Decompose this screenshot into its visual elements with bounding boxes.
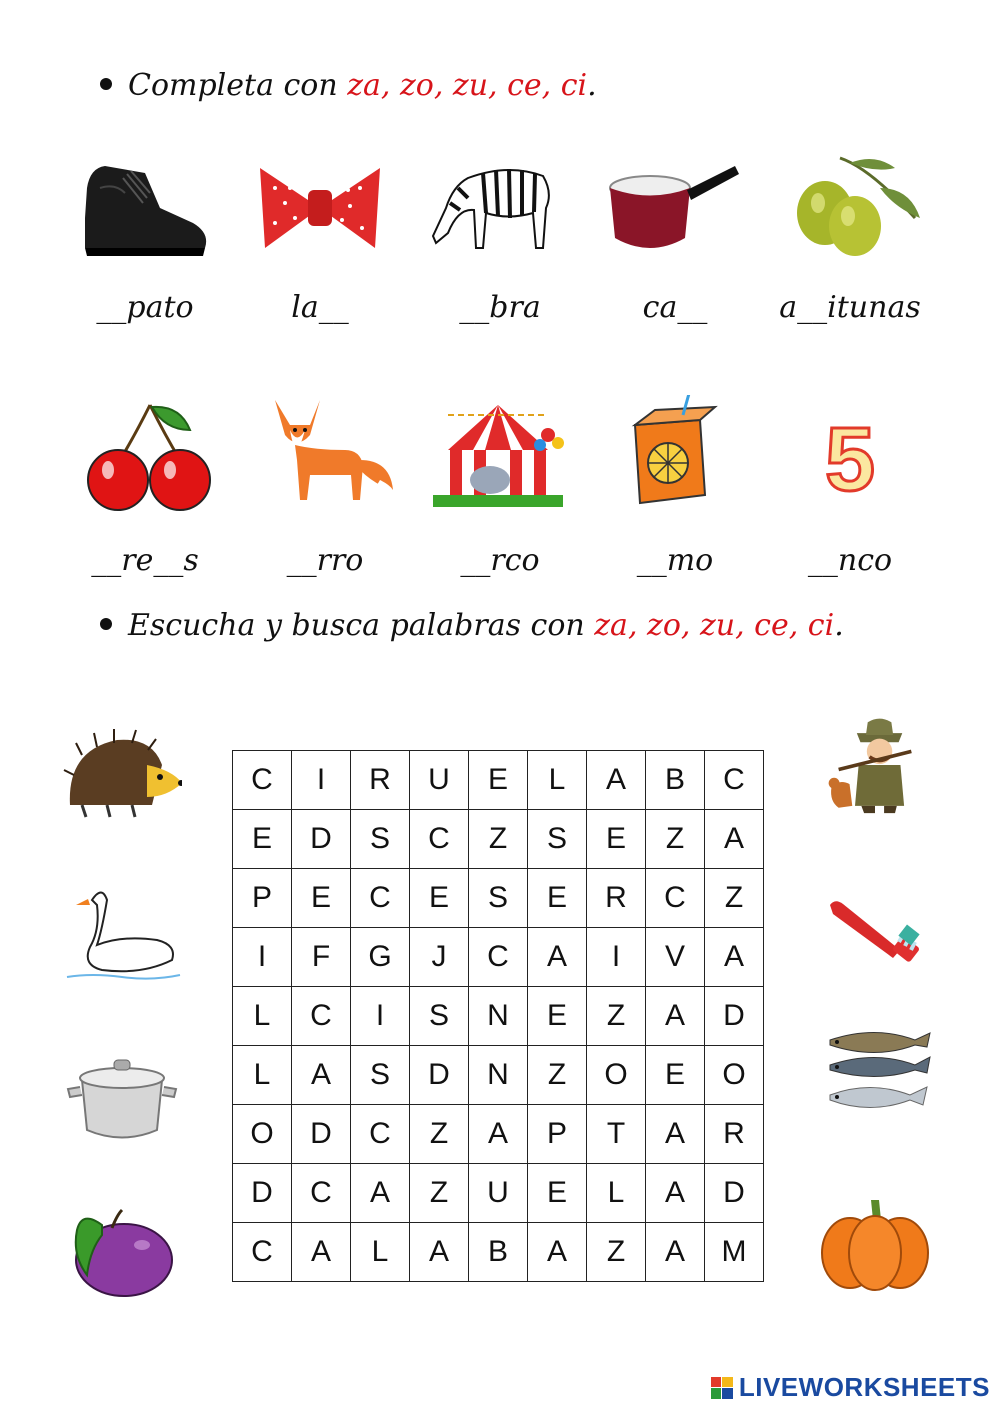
grid-cell[interactable]: L xyxy=(587,1164,646,1223)
grid-row xyxy=(233,869,764,928)
grid-cell[interactable]: O xyxy=(233,1105,292,1164)
grid-cell[interactable]: C xyxy=(351,1105,410,1164)
grid-cell[interactable]: A xyxy=(587,751,646,810)
grid-row xyxy=(233,987,764,1046)
grid-cell[interactable]: D xyxy=(292,1105,351,1164)
grid-cell[interactable]: Z xyxy=(410,1164,469,1223)
grid-cell[interactable]: O xyxy=(705,1046,764,1105)
grid-cell[interactable]: E xyxy=(292,869,351,928)
fill-word-6[interactable]: __re__s xyxy=(91,543,199,578)
grid-cell[interactable]: G xyxy=(351,928,410,987)
grid-cell[interactable]: D xyxy=(705,987,764,1046)
grid-cell[interactable]: B xyxy=(646,751,705,810)
grid-cell[interactable]: D xyxy=(292,810,351,869)
grid-row xyxy=(233,928,764,987)
syllables-highlight: za, zo, zu, ce, ci xyxy=(347,68,588,103)
grid-cell[interactable]: R xyxy=(587,869,646,928)
grid-row xyxy=(233,1105,764,1164)
fill-word-10[interactable]: __nco xyxy=(807,543,893,578)
bullet-icon xyxy=(100,618,112,630)
grid-cell[interactable]: A xyxy=(646,1223,705,1282)
svg-text:5: 5 xyxy=(824,410,876,510)
grid-cell[interactable]: J xyxy=(410,928,469,987)
grid-cell[interactable]: L xyxy=(233,987,292,1046)
grid-cell[interactable]: E xyxy=(528,869,587,928)
grid-cell[interactable]: E xyxy=(587,810,646,869)
grid-cell[interactable]: S xyxy=(528,810,587,869)
fish-icon xyxy=(815,1025,935,1125)
grid-cell[interactable]: A xyxy=(292,1223,351,1282)
grid-cell[interactable]: S xyxy=(469,869,528,928)
grid-row xyxy=(233,1223,764,1282)
grid-cell[interactable]: C xyxy=(705,751,764,810)
pumpkin-icon xyxy=(815,1195,935,1295)
grid-cell[interactable]: R xyxy=(351,751,410,810)
zebra-icon xyxy=(428,148,568,268)
grid-cell[interactable]: C xyxy=(410,810,469,869)
grid-row xyxy=(233,751,764,810)
grid-cell[interactable]: E xyxy=(646,1046,705,1105)
fill-word-7[interactable]: __rro xyxy=(286,543,364,578)
grid-cell[interactable]: E xyxy=(528,987,587,1046)
grid-cell[interactable]: L xyxy=(351,1223,410,1282)
grid-cell[interactable]: T xyxy=(587,1105,646,1164)
brand-text: LIVEWORKSHEETS xyxy=(738,1372,990,1402)
grid-cell[interactable]: E xyxy=(410,869,469,928)
fill-word-1[interactable]: __pato xyxy=(96,290,194,325)
saucepan-icon xyxy=(605,148,745,268)
olives-icon xyxy=(780,148,920,268)
grid-cell[interactable]: I xyxy=(351,987,410,1046)
word-search-grid[interactable] xyxy=(232,750,764,1282)
grid-cell[interactable]: N xyxy=(469,987,528,1046)
grid-cell[interactable]: F xyxy=(292,928,351,987)
grid-cell[interactable]: B xyxy=(469,1223,528,1282)
fill-word-3[interactable]: __bra xyxy=(459,290,541,325)
bullet-icon xyxy=(100,78,112,90)
grid-cell[interactable]: C xyxy=(469,928,528,987)
grid-cell[interactable]: A xyxy=(292,1046,351,1105)
cherries-icon xyxy=(80,395,220,515)
grid-cell[interactable]: L xyxy=(528,751,587,810)
pot-icon xyxy=(62,1045,182,1145)
grid-cell[interactable]: Z xyxy=(587,1223,646,1282)
hunter-icon xyxy=(815,715,935,815)
grid-cell[interactable]: E xyxy=(233,810,292,869)
fill-word-5[interactable]: a__itunas xyxy=(779,290,921,325)
section-1-heading: Completa con za, zo, zu, ce, ci. xyxy=(100,68,597,103)
grid-cell[interactable]: P xyxy=(528,1105,587,1164)
grid-row xyxy=(233,1046,764,1105)
grid-cell[interactable]: Z xyxy=(587,987,646,1046)
hedgehog-icon xyxy=(62,725,182,825)
logo-grid-icon xyxy=(711,1377,733,1399)
circus-icon xyxy=(428,395,568,515)
fill-word-9[interactable]: __mo xyxy=(636,543,714,578)
grid-cell[interactable]: V xyxy=(646,928,705,987)
grid-cell[interactable]: E xyxy=(528,1164,587,1223)
grid-cell[interactable]: C xyxy=(351,869,410,928)
grid-cell[interactable]: I xyxy=(233,928,292,987)
grid-cell[interactable]: S xyxy=(410,987,469,1046)
grid-row xyxy=(233,810,764,869)
grid-cell[interactable]: E xyxy=(469,751,528,810)
section-2-heading: Escucha y busca palabras con za, zo, zu, ce, ci. xyxy=(100,608,844,643)
fill-word-2[interactable]: la__ xyxy=(291,290,349,325)
grid-cell[interactable]: O xyxy=(587,1046,646,1105)
grid-cell[interactable]: A xyxy=(705,810,764,869)
grid-cell[interactable]: A xyxy=(646,987,705,1046)
fill-word-4[interactable]: ca__ xyxy=(642,290,708,325)
shoe-icon xyxy=(75,148,215,268)
grid-cell[interactable]: I xyxy=(587,928,646,987)
grid-cell[interactable]: P xyxy=(233,869,292,928)
grid-cell[interactable]: A xyxy=(646,1105,705,1164)
grid-cell[interactable]: U xyxy=(469,1164,528,1223)
plum-icon xyxy=(62,1200,182,1300)
juice-box-icon xyxy=(605,395,745,515)
grid-row xyxy=(233,1164,764,1223)
bow-icon xyxy=(250,148,390,268)
grid-cell[interactable]: Z xyxy=(528,1046,587,1105)
grid-cell[interactable]: D xyxy=(410,1046,469,1105)
grid-cell[interactable]: A xyxy=(410,1223,469,1282)
swan-icon xyxy=(62,885,182,985)
number-five-icon xyxy=(780,395,920,515)
grid-cell[interactable]: A xyxy=(351,1164,410,1223)
grid-cell[interactable]: Z xyxy=(469,810,528,869)
grid-cell[interactable]: A xyxy=(469,1105,528,1164)
grid-cell[interactable]: N xyxy=(469,1046,528,1105)
grid-cell[interactable]: R xyxy=(705,1105,764,1164)
grid-cell[interactable]: I xyxy=(292,751,351,810)
grid-cell[interactable]: L xyxy=(233,1046,292,1105)
toothbrush-icon xyxy=(815,880,935,980)
fox-icon xyxy=(255,390,395,510)
grid-cell[interactable]: D xyxy=(705,1164,764,1223)
grid-cell[interactable]: Z xyxy=(646,810,705,869)
grid-cell[interactable]: Z xyxy=(705,869,764,928)
syllables-highlight: za, zo, zu, ce, ci xyxy=(594,608,835,643)
grid-cell[interactable]: S xyxy=(351,810,410,869)
grid-cell[interactable]: A xyxy=(705,928,764,987)
liveworksheets-logo xyxy=(711,1372,990,1403)
grid-cell[interactable]: D xyxy=(233,1164,292,1223)
grid-cell[interactable]: A xyxy=(646,1164,705,1223)
grid-cell[interactable]: C xyxy=(646,869,705,928)
fill-word-8[interactable]: __rco xyxy=(460,543,540,578)
grid-cell[interactable]: A xyxy=(528,1223,587,1282)
grid-cell[interactable]: C xyxy=(292,987,351,1046)
grid-cell[interactable]: C xyxy=(233,751,292,810)
grid-cell[interactable]: U xyxy=(410,751,469,810)
grid-cell[interactable]: M xyxy=(705,1223,764,1282)
grid-cell[interactable]: A xyxy=(528,928,587,987)
grid-cell[interactable]: C xyxy=(233,1223,292,1282)
grid-cell[interactable]: S xyxy=(351,1046,410,1105)
grid-cell[interactable]: C xyxy=(292,1164,351,1223)
grid-cell[interactable]: Z xyxy=(410,1105,469,1164)
